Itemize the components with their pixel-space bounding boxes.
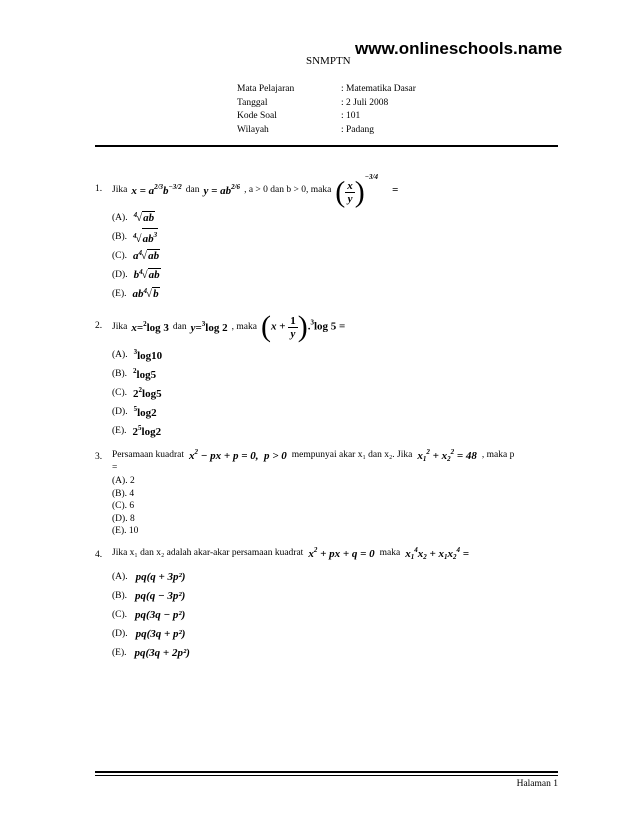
footer-rule-thin	[95, 775, 558, 776]
q1-options	[112, 208, 161, 303]
option-row	[112, 208, 161, 227]
q1-y-def: $y = ab^{2/6}$	[203, 183, 241, 197]
header-rule	[95, 145, 558, 147]
option-label: (D).	[112, 269, 128, 280]
option-value: pq(3q + p²)	[135, 627, 186, 640]
q1-expression: ( $\frac{x}{y}$ )$^{-3/4}$	[335, 172, 378, 209]
option-label: (A).	[112, 571, 128, 582]
option-row	[112, 383, 162, 402]
option-value: $2^2\log 5$	[133, 385, 162, 400]
option-label: (E).	[112, 526, 127, 536]
q1-equals: =	[391, 184, 399, 196]
q3-lead: Persamaan kuadrat	[112, 450, 185, 460]
exam-title: SNMPTN	[306, 55, 351, 67]
q4-options	[112, 567, 190, 662]
q1-outer-exponent: −3/4	[364, 172, 378, 181]
option-label: (D).	[112, 513, 128, 524]
option-value: $^4√ab^3$	[133, 228, 158, 245]
option-row	[112, 364, 162, 383]
meta-label: Wilayah	[237, 124, 269, 135]
q4-expression: $x_1^4x_2 + x_1x_2^4$ =	[405, 545, 470, 561]
q1-jika: Jika	[112, 185, 128, 195]
meta-label: Tanggal	[237, 97, 268, 108]
option-row	[112, 284, 161, 303]
option-value: pq(3q + 2p²)	[134, 646, 190, 659]
q1-x-def: $x = a^{2/3}b^{-3/2}$	[131, 183, 182, 197]
option-label: (B).	[112, 368, 128, 379]
option-label: (E).	[112, 647, 127, 658]
q4-maka: maka	[379, 548, 401, 558]
option-row	[112, 265, 161, 284]
option-label: (E).	[112, 425, 127, 436]
footer-rule	[95, 771, 558, 773]
option-value: $^5$log2	[133, 404, 157, 419]
option-label: (C).	[112, 501, 128, 511]
q2-x-def: x=$^2$log 3	[131, 320, 169, 334]
option-label: (B).	[112, 488, 128, 499]
option-row	[112, 402, 162, 421]
option-label: (C).	[112, 387, 128, 398]
option-value: pq(q + 3p²)	[135, 570, 186, 583]
option-row	[112, 643, 190, 662]
q2-options	[112, 345, 162, 440]
question-4-stem	[112, 544, 469, 562]
question-number: 2.	[95, 321, 103, 331]
meta-value: : 2 Juli 2008	[341, 97, 389, 108]
option-row	[112, 345, 162, 364]
option-row	[112, 624, 190, 643]
option-row	[112, 488, 138, 501]
option-row	[112, 421, 162, 440]
option-value: $ab^4√b$	[132, 287, 159, 300]
option-label: (A).	[112, 476, 128, 486]
meta-label: Kode Soal	[237, 111, 277, 121]
option-label: (D).	[112, 628, 128, 639]
option-label: (A).	[112, 349, 128, 360]
q3-mid: mempunyai akar x₁ dan x₂. Jika	[291, 450, 413, 460]
option-value: pq(3q − p²)	[135, 608, 186, 621]
option-row	[112, 605, 190, 624]
option-row	[112, 513, 138, 526]
q3-tail: , maka p	[481, 450, 515, 460]
option-value: 4	[129, 488, 135, 499]
option-row	[112, 525, 138, 538]
option-value: $^4$√ab	[133, 211, 155, 224]
q4-lead: Jika x₁ dan x₂ adalah akar-akar persamaan kuadrat	[112, 548, 304, 558]
question-3-stem	[112, 446, 514, 464]
meta-label: Mata Pelajaran	[237, 84, 295, 94]
option-value: $^2$log5	[133, 366, 157, 381]
q4-equation: $x^2$ + px + q = 0	[308, 546, 375, 560]
question-number: 3.	[95, 452, 103, 462]
option-value: 8	[129, 513, 135, 524]
q3-options	[112, 475, 138, 538]
option-value: 10	[128, 526, 139, 536]
q2-jika: Jika	[112, 322, 128, 332]
meta-labels	[237, 83, 294, 137]
q3-equation: $x^2$ − px + p = 0, p > 0	[189, 448, 287, 462]
option-row	[112, 586, 190, 605]
option-label: (E).	[112, 288, 127, 299]
option-row	[112, 475, 138, 488]
option-value: $b^4√ab$	[133, 268, 160, 281]
q3-condition: $x_1^2 + x_2^2 = 48$	[417, 447, 477, 463]
option-label: (D).	[112, 406, 128, 417]
option-label: (C).	[112, 609, 128, 620]
question-1-stem	[112, 170, 398, 210]
option-value: 6	[129, 501, 135, 511]
question-number: 4.	[95, 550, 103, 560]
option-value: 2	[129, 476, 135, 486]
meta-value: : Matematika Dasar	[341, 84, 416, 94]
q2-maka: , maka	[231, 322, 257, 332]
q2-expression: (x + $\frac{1}{y}$ ).$^3$log 5 =	[260, 310, 346, 343]
meta-value: : 101	[341, 111, 361, 121]
option-value: pq(q − 3p²)	[135, 589, 186, 602]
page-number: Halaman 1	[516, 779, 558, 789]
option-value: $^3$log10	[133, 347, 163, 362]
site-url: www.onlineschools.name	[355, 39, 563, 58]
question-number: 1.	[95, 184, 103, 194]
option-label: (B).	[112, 231, 128, 242]
option-row	[112, 500, 138, 513]
q1-condition: , a > 0 dan b > 0, maka	[244, 185, 332, 195]
q3-equals: =	[112, 463, 118, 473]
option-value: $2^5\log 2$	[132, 423, 162, 438]
option-label: (A).	[112, 212, 128, 223]
option-label: (B).	[112, 590, 128, 601]
option-row	[112, 246, 161, 265]
q2-y-def: y=$^3$log 2	[190, 320, 228, 334]
option-value: $a^4√ab$	[133, 249, 160, 262]
option-label: (C).	[112, 250, 128, 261]
q1-dan: dan	[185, 185, 200, 195]
question-2-stem	[112, 307, 345, 347]
q2-dan: dan	[172, 322, 187, 332]
option-row	[112, 567, 190, 586]
meta-value: : Padang	[341, 124, 374, 135]
option-row	[112, 227, 161, 246]
meta-values	[341, 83, 416, 137]
